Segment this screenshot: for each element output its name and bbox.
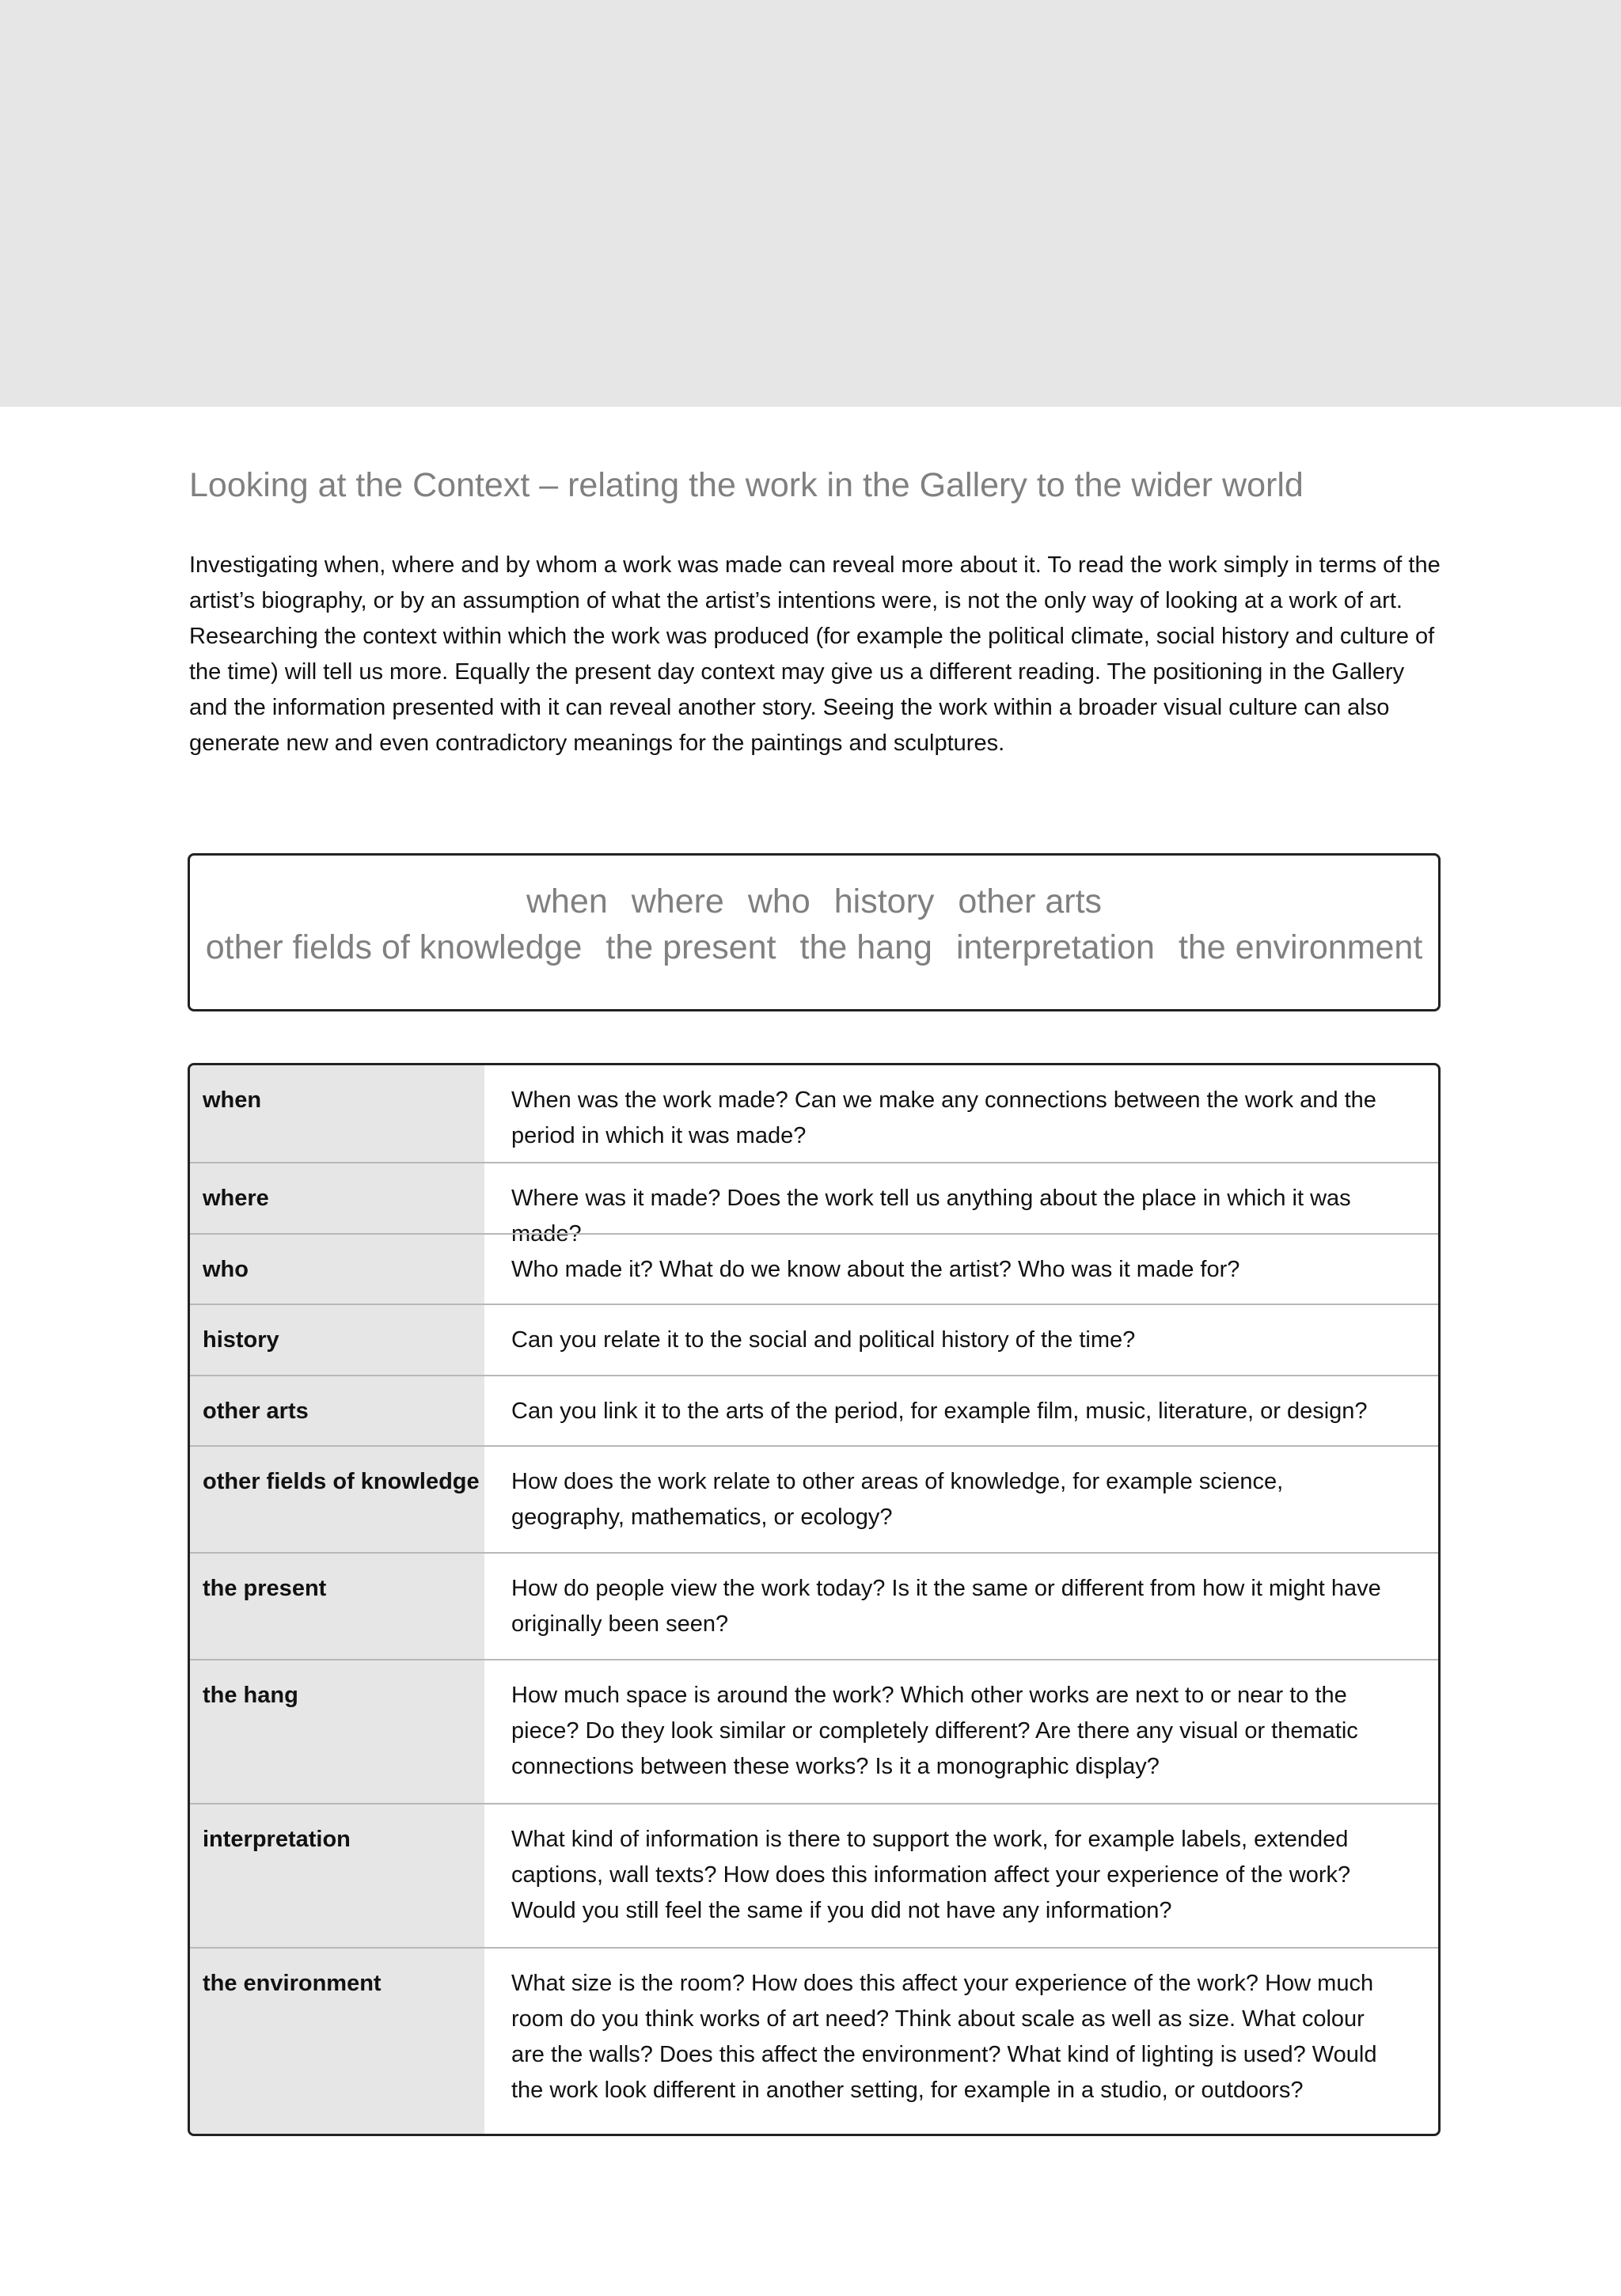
row-term: the hang [203,1683,298,1708]
table-row [190,1552,1438,1659]
row-term: interpretation [203,1827,351,1852]
row-term: other arts [203,1398,309,1424]
row-term: when [203,1087,262,1113]
keyword: the hang [799,928,932,966]
row-question: Who made it? What do we know about the artist? Who was it made for? [511,1257,1240,1282]
row-question: When was the work made? Can we make any connections between the work and the period in which it was made? [511,1087,1376,1148]
row-term: where [203,1186,269,1211]
row-term: who [203,1257,249,1282]
row-term: the environment [203,1971,382,1996]
keyword: the environment [1178,928,1423,966]
table-row [190,1162,1438,1247]
table-row [190,1947,1438,2134]
header-image-placeholder [0,0,1621,407]
row-term: the present [203,1576,327,1601]
keyword-line-2 [190,927,1438,968]
table-row [190,1233,1438,1304]
keyword: when [526,882,608,920]
keyword: who [747,882,810,920]
row-question: What size is the room? How does this affect your experience of the work? How much room do you think works of art need? Think about scale as well as size. What colour are the walls? Does this affect the environment? What kind of lighting is used? Would the work look different in another setting, for example in a studio, or outdoors? [511,1971,1377,2103]
table-row [190,1659,1438,1803]
row-term: other fields of knowledge [203,1469,480,1494]
keyword: the present [606,928,776,966]
keyword: other arts [958,882,1103,920]
keyword: interpretation [955,928,1155,966]
row-question: Can you relate it to the social and political history of the time? [511,1327,1136,1353]
table-row [190,1445,1438,1552]
questions-table [188,1063,1441,2136]
row-question: What kind of information is there to support the work, for example labels, extended captions, wall texts? How does this information affect your experience of the work? Would you still feel the same if you did not have any information? [511,1827,1351,1923]
row-question: Where was it made? Does the work tell us anything about the place in which it was made? [511,1186,1351,1247]
row-question: Can you link it to the arts of the period, for example film, music, literature, or design? [511,1398,1368,1424]
keyword: history [833,882,935,920]
row-question: How do people view the work today? Is it the same or different from how it might have originally been seen? [511,1576,1381,1637]
table-row [190,1375,1438,1445]
keyword: where [631,882,724,920]
keyword-line-1 [190,881,1438,922]
row-question: How much space is around the work? Which other works are next to or near to the piece? Do they look similar or completely different? Are there any visual or thematic connections between these works? Is it a monographic display? [511,1683,1358,1779]
page-title: Looking at the Context – relating the work in the Gallery to the wider world [189,466,1304,504]
table-row [190,1803,1438,1947]
table-row [190,1304,1438,1375]
keyword: other fields of knowledge [205,928,583,966]
table-row [190,1065,1438,1162]
keyword-box [188,853,1441,1011]
row-question: How does the work relate to other areas of knowledge, for example science, geography, mathematics, or ecology? [511,1469,1284,1530]
row-term: history [203,1327,279,1353]
intro-paragraph: Investigating when, where and by whom a work was made can reveal more about it. To read the work simply in terms of the artist’s biography, or by an assumption of what the artist’s intentions were, is not the only way of looking at a work of art. Researching the context within which the work was produced (for example the political climate, social history and culture of the time) will tell us more. Equally the present day context may give us a different reading. The positioning in the Gallery and the information presented with it can reveal another story. Seeing the work within a broader visual culture can also generate new and even contradictory meanings for the paintings and sculptures. [189,552,1441,756]
